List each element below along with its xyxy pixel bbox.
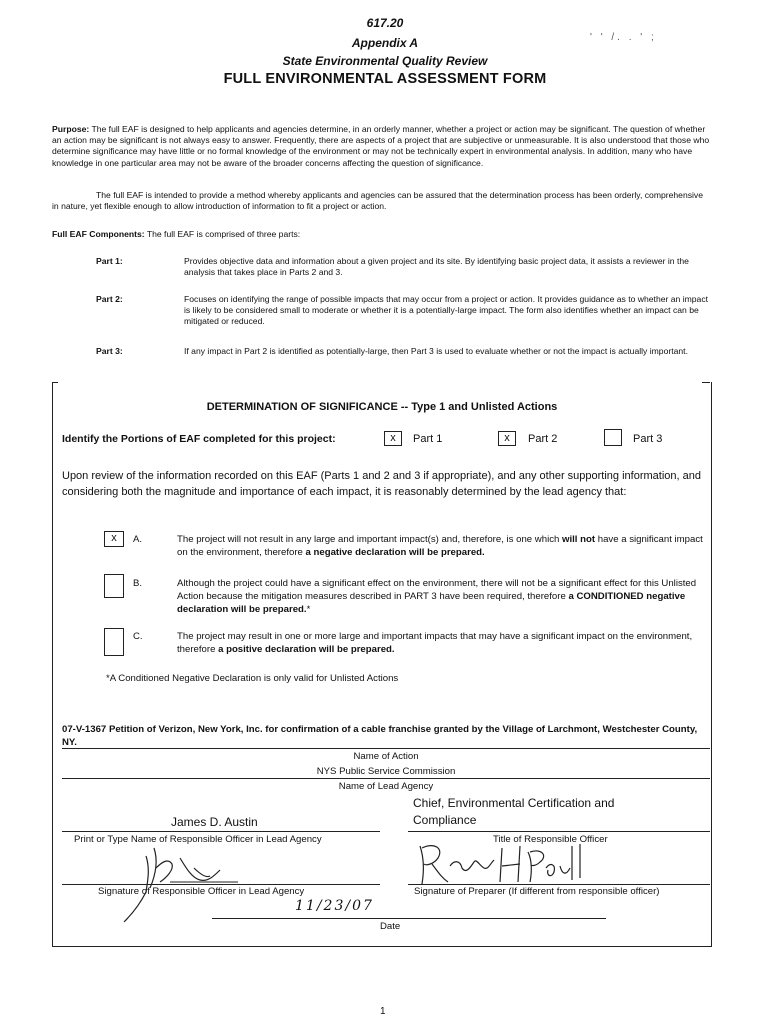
- officer-title-caption: Title of Responsible Officer: [493, 834, 608, 845]
- officer-title: Chief, Environmental Certification and Compliance: [413, 796, 615, 827]
- option-a-text-2: have a significant impact on the environment, therefore: [177, 534, 703, 558]
- part-1-checkbox[interactable]: x: [384, 431, 402, 446]
- option-c-text: [177, 630, 707, 656]
- part-1-description: Provides objective data and information about a given project and its site. By identifying basic project data, it assists a reviewer in the analysis that takes place in Parts 2 and 3.: [184, 256, 689, 278]
- option-c-text-1: The project may result in one or more large and important impacts that may have a significant impact on the environment, therefore: [177, 631, 693, 655]
- option-b-text-1: Although the project could have a significant effect on the environment, there will not be a significant effect for this Unlisted Action because the mitigation measures described in PART 3 have been required, therefore: [177, 578, 697, 602]
- option-b-bold-1: a CONDITIONED negative declaration will be prepared.: [177, 591, 686, 615]
- part-2-label: Part 2:: [96, 294, 123, 304]
- date-value: 11/23/07: [295, 898, 374, 914]
- part-3-checkbox[interactable]: [604, 429, 622, 446]
- frame-corner-right: [702, 382, 710, 383]
- part-3-description: If any impact in Part 2 is identified as potentially-large, then Part 3 is used to evaluate whether or not the impact is actually important.: [184, 346, 688, 356]
- purpose-text: The full EAF is designed to help applicants and agencies determine, in an orderly manner, whether a project or action may be significant. The question of whether an action may be significant is not always easy to answer. Frequently, there are aspects of a project that are subjective or unmeasurable. It is also understood that those who determine significance may have little or no formal knowledge of the environment or may not be technically expert in environmental analysis. In addition, many who have knowledge in one particular area may not be aware of the broader concerns affecting the question of significance.: [52, 124, 710, 168]
- frame-corner-left: [52, 382, 58, 383]
- action-name: 07-V-1367 Petition of Verizon, New York, Inc. for confirmation of a cable franchise granted by the Village of Larchmont, Westchester County, NY.: [62, 724, 698, 748]
- section-number: 617.20: [366, 16, 404, 30]
- officer-signature-caption: Signature of Responsible Officer in Lead Agency: [98, 886, 305, 897]
- option-a-letter: A.: [133, 534, 143, 545]
- components-intro: [52, 229, 712, 240]
- date-caption: Date: [380, 921, 401, 932]
- officer-name-caption: Print or Type Name of Responsible Officer in Lead Agency: [74, 834, 322, 845]
- date-line: [212, 918, 606, 919]
- action-name-line: [62, 748, 710, 749]
- identify-portions-label: Identify the Portions of EAF completed for this project:: [62, 433, 336, 445]
- officer-signature: [110, 838, 250, 924]
- officer-name: James D. Austin: [171, 815, 258, 829]
- lead-agency-name: NYS Public Service Commission: [316, 766, 456, 777]
- option-c-bold-1: a positive declaration will be prepared.: [218, 644, 395, 655]
- officer-name-line: [62, 831, 380, 832]
- part-2-description: Focuses on identifying the range of possible impacts that may occur from a project or action. It provides guidance as to whether an impact is likely to be considered small to moderate or whether it is a potentially-large impact. The form also identifies whether an impact can be mitigated or reduced.: [184, 294, 709, 327]
- part-1-label: Part 1:: [96, 256, 123, 266]
- option-c-letter: C.: [133, 631, 143, 642]
- review-label: State Environmental Quality Review: [282, 54, 488, 68]
- option-b-checkbox[interactable]: [104, 574, 124, 598]
- option-b-letter: B.: [133, 578, 143, 589]
- appendix-label: Appendix A: [351, 36, 419, 50]
- preparer-signature-caption: Signature of Preparer (If different from responsible officer): [414, 886, 660, 897]
- components-label: Full EAF Components:: [52, 229, 145, 239]
- review-statement: Upon review of the information recorded on this EAF (Parts 1 and 2 and 3 if appropriate), and any other supporting information, and considering both the magnitude and importance of each impact, it is reasonably determined by the lead agency that:: [62, 470, 701, 498]
- option-a-bold-1: will not: [562, 534, 596, 545]
- option-a-text: [177, 533, 707, 559]
- preparer-signature: [410, 838, 590, 888]
- preparer-signature-line: [408, 884, 710, 885]
- lead-agency-line: [62, 778, 710, 779]
- part-2-checkbox[interactable]: x: [498, 431, 516, 446]
- purpose-paragraph-2: The full EAF is intended to provide a method whereby applicants and agencies can be assured that the determination process has been orderly, comprehensive in nature, yet flexible enough to allow introduction of information to fit a project or action.: [52, 190, 704, 212]
- part-1-checkbox-label: Part 1: [413, 433, 443, 445]
- option-b-text-2: *: [306, 604, 311, 615]
- option-a-checkbox[interactable]: x: [104, 531, 124, 547]
- components-text: The full EAF is comprised of three parts:: [146, 229, 301, 239]
- part-2-checkbox-label: Part 2: [528, 433, 558, 445]
- option-a-bold-2: a negative declaration will be prepared.: [305, 547, 485, 558]
- part-3-checkbox-label: Part 3: [633, 433, 663, 445]
- officer-title-line: [408, 831, 710, 832]
- form-title: FULL ENVIRONMENTAL ASSESSMENT FORM: [223, 71, 547, 87]
- officer-signature-line: [62, 884, 380, 885]
- purpose-paragraph: [52, 124, 712, 169]
- determination-title: DETERMINATION OF SIGNIFICANCE -- Type 1 and Unlisted Actions: [206, 401, 558, 413]
- page-number: 1: [380, 1006, 386, 1017]
- part-3-label: Part 3:: [96, 346, 123, 356]
- option-a-text-1: The project will not result in any large and important impact(s) and, therefore, is one which: [177, 534, 563, 545]
- action-name-caption: Name of Action: [353, 751, 419, 762]
- option-b-text: [177, 577, 709, 616]
- option-c-checkbox[interactable]: [104, 628, 124, 656]
- corner-marks: ' ' /. . ' ;: [590, 32, 657, 43]
- conditioned-footnote: *A Conditioned Negative Declaration is only valid for Unlisted Actions: [106, 673, 399, 684]
- purpose-label: Purpose:: [52, 124, 90, 134]
- lead-agency-caption: Name of Lead Agency: [338, 781, 434, 792]
